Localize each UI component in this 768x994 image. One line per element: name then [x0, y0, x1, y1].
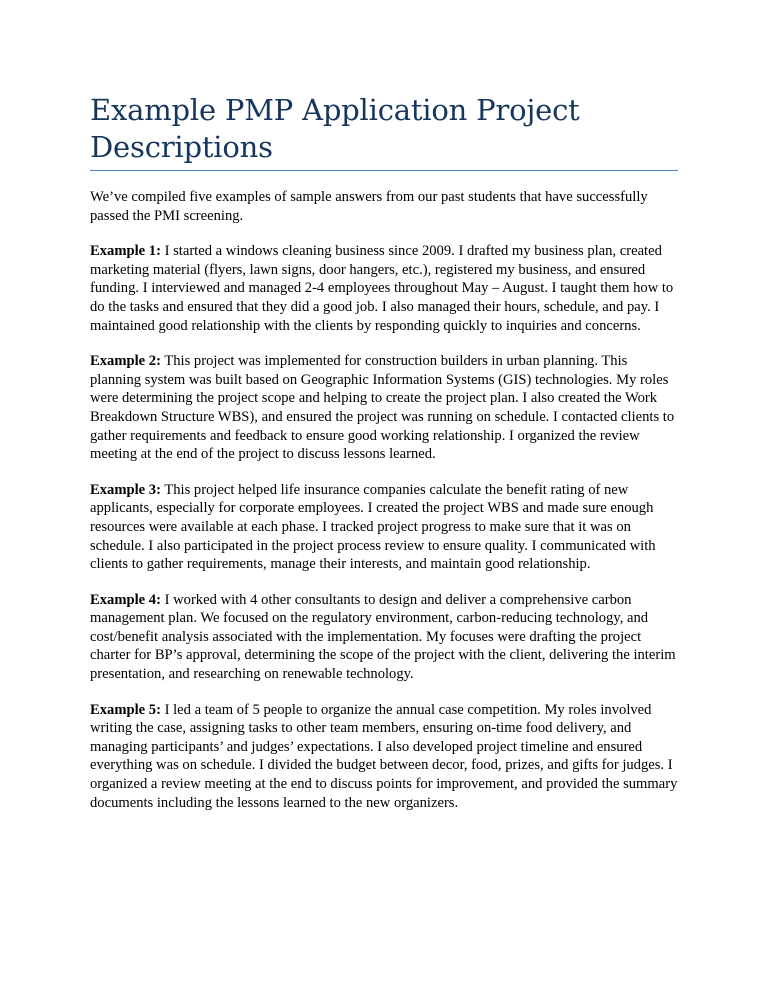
title-divider [90, 170, 678, 171]
example-label: Example 3: [90, 481, 161, 498]
example-paragraph [90, 242, 678, 335]
example-label: Example 1: [90, 243, 161, 260]
example-label: Example 4: [90, 591, 161, 608]
example-paragraph [90, 481, 678, 574]
example-text: I worked with 4 other consultants to design and deliver a comprehensive carbon management plan. We focused on the regulatory environment, carbon-reducing technology, and cost/benefit analysis associated with the implementation. My focuses were drafting the project charter for BP’s approval, determining the scope of the project with the client, delivering the interim presentation, and researching on renewable technology. [90, 591, 676, 683]
example-label: Example 2: [90, 353, 161, 370]
document-page [90, 92, 678, 829]
example-text: I led a team of 5 people to organize the annual case competition. My roles involved writing the case, assigning tasks to other team members, ensuring on-time food delivery, and managing participants’ and judges’ expectations. I also developed project timeline and ensured everything was on schedule. I divided the budget between decor, food, prizes, and gifts for judges. I organized a review meeting at the end to discuss points for improvement, and provided the summary documents including the lessons learned to the new organizers. [90, 701, 678, 811]
example-text: This project was implemented for construction builders in urban planning. This planning system was built based on Geographic Information Systems (GIS) technologies. My roles were determining the project scope and helping to create the project plan. I also created the Work Breakdown Structure WBS), and ensured the project was running on schedule. I contacted clients to gather requirements and feedback to ensure good working relationship. I organized the review meeting at the end of the project to discuss lessons learned. [90, 353, 675, 463]
example-text: I started a windows cleaning business since 2009. I drafted my business plan, created marketing material (flyers, lawn signs, door hangers, etc.), registered my business, and ensured funding. I interviewed and managed 2-4 employees throughout May – August. I taught them how to do the tasks and ensured that they did a good job. I also managed their hours, schedule, and pay. I maintained good relationship with the clients by responding quickly to inquiries and concerns. [90, 243, 674, 334]
intro-paragraph: We’ve compiled five examples of sample answers from our past students that have successfully passed the PMI screening. [90, 189, 648, 224]
example-paragraph [90, 352, 678, 464]
example-text: This project helped life insurance companies calculate the benefit rating of new applicants, especially for corporate employees. I created the project WBS and made sure enough resources were available at each phase. I tracked project progress to make sure that it was on schedule. I also participated in the project process review to ensure quality. I communicated with clients to gather requirements, manage their interests, and maintain good relationship. [90, 481, 656, 573]
example-label: Example 5: [90, 701, 161, 718]
example-paragraph [90, 591, 678, 684]
example-paragraph [90, 701, 678, 813]
document-title: Example PMP Application Project Descriptions [90, 93, 580, 164]
